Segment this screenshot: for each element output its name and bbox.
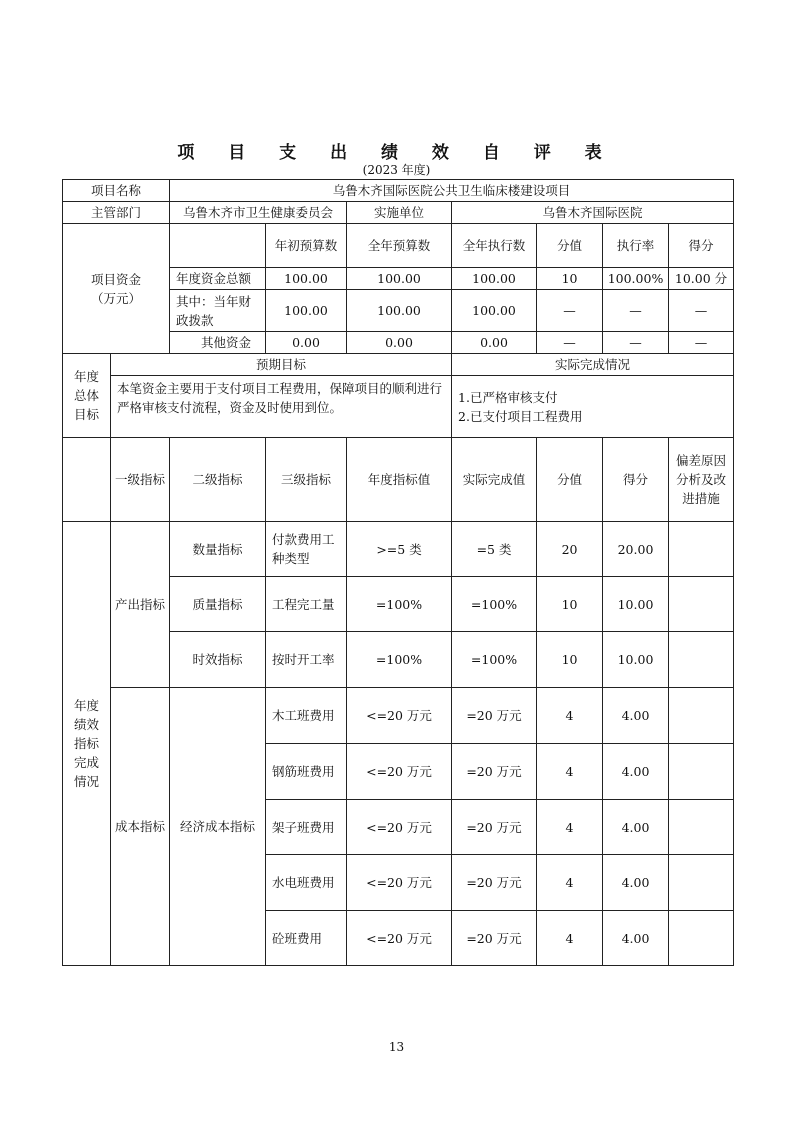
level3-cell: 钢筋班费用 <box>266 744 347 800</box>
page-title: 项 目 支 出 绩 效 自 评 表 <box>177 143 616 163</box>
target-cell: =100% <box>347 632 452 688</box>
indicator-header: 二级指标 <box>170 438 266 522</box>
actual-cell: =20 万元 <box>452 911 537 966</box>
actual-cell: =100% <box>452 577 537 632</box>
deviation-cell <box>669 855 734 911</box>
target-cell: <=20 万元 <box>347 911 452 966</box>
actual-cell: =20 万元 <box>452 688 537 744</box>
points-cell: 4 <box>537 911 603 966</box>
points-cell: 10 <box>537 577 603 632</box>
indicator-header: 分值 <box>537 438 603 522</box>
expected-goal-header: 预期目标 <box>111 354 452 376</box>
level1-output: 产出指标 <box>111 522 170 688</box>
level3-cell: 水电班费用 <box>266 855 347 911</box>
funds-cell: — <box>537 332 603 354</box>
funds-header: 分值 <box>537 224 603 268</box>
funds-cell: 10 <box>537 268 603 290</box>
funds-row-label: 其中：当年财政拨款 <box>170 290 266 332</box>
score-cell: 4.00 <box>603 744 669 800</box>
points-cell: 4 <box>537 855 603 911</box>
project-name: 乌鲁木齐国际医院公共卫生临床楼建设项目 <box>170 180 734 202</box>
funds-cell: 100.00 <box>347 290 452 332</box>
actual-cell: =100% <box>452 632 537 688</box>
funds-cell: 10.00 分 <box>669 268 734 290</box>
impl-value: 乌鲁木齐国际医院 <box>452 202 734 224</box>
funds-header-blank <box>170 224 266 268</box>
score-cell: 10.00 <box>603 577 669 632</box>
actual-goal-header: 实际完成情况 <box>452 354 734 376</box>
funds-header: 得分 <box>669 224 734 268</box>
dept-label: 主管部门 <box>63 202 170 224</box>
funds-cell: — <box>669 290 734 332</box>
funds-cell: — <box>603 290 669 332</box>
score-cell: 10.00 <box>603 632 669 688</box>
level3-cell: 付款费用工种类型 <box>266 522 347 577</box>
indicator-header: 三级指标 <box>266 438 347 522</box>
level2-cell: 数量指标 <box>170 522 266 577</box>
deviation-cell <box>669 632 734 688</box>
self-evaluation-table <box>62 179 734 966</box>
expected-goal-text: 本笔资金主要用于支付项目工程费用，保障项目的顺利进行 严格审核支付流程，资金及时使用到位。 <box>111 376 452 438</box>
points-cell: 10 <box>537 632 603 688</box>
funds-cell: 0.00 <box>347 332 452 354</box>
indicators-side-label: 年度 绩效 指标 完成 情况 <box>63 522 111 966</box>
project-name-label: 项目名称 <box>63 180 170 202</box>
funds-label: 项目资金 （万元） <box>63 224 170 354</box>
actual-cell: =20 万元 <box>452 800 537 855</box>
score-cell: 4.00 <box>603 800 669 855</box>
deviation-cell <box>669 800 734 855</box>
points-cell: 20 <box>537 522 603 577</box>
indicator-header: 偏差原因分析及改进措施 <box>669 438 734 522</box>
level1-cost: 成本指标 <box>111 688 170 966</box>
indicator-header: 实际完成值 <box>452 438 537 522</box>
score-cell: 20.00 <box>603 522 669 577</box>
funds-header: 年初预算数 <box>266 224 347 268</box>
actual-cell: =20 万元 <box>452 744 537 800</box>
target-cell: <=20 万元 <box>347 744 452 800</box>
funds-cell: 100.00 <box>347 268 452 290</box>
level3-cell: 木工班费用 <box>266 688 347 744</box>
score-cell: 4.00 <box>603 688 669 744</box>
level2-cost: 经济成本指标 <box>170 688 266 966</box>
deviation-cell <box>669 911 734 966</box>
funds-header: 全年执行数 <box>452 224 537 268</box>
funds-cell: 100.00 <box>452 290 537 332</box>
target-cell: <=20 万元 <box>347 688 452 744</box>
score-cell: 4.00 <box>603 855 669 911</box>
funds-cell: — <box>603 332 669 354</box>
funds-cell: 100.00% <box>603 268 669 290</box>
indicator-header: 年度指标值 <box>347 438 452 522</box>
level3-cell: 砼班费用 <box>266 911 347 966</box>
target-cell: =100% <box>347 577 452 632</box>
funds-cell: 100.00 <box>452 268 537 290</box>
funds-cell: 0.00 <box>266 332 347 354</box>
impl-label: 实施单位 <box>347 202 452 224</box>
level3-cell: 工程完工量 <box>266 577 347 632</box>
actual-cell: =20 万元 <box>452 855 537 911</box>
actual-goal-text: 1.已严格审核支付 2.已支付项目工程费用 <box>452 376 734 438</box>
level2-cell: 时效指标 <box>170 632 266 688</box>
points-cell: 4 <box>537 744 603 800</box>
deviation-cell <box>669 577 734 632</box>
level3-cell: 架子班费用 <box>266 800 347 855</box>
indicator-header: 得分 <box>603 438 669 522</box>
target-cell: <=20 万元 <box>347 800 452 855</box>
funds-header: 全年预算数 <box>347 224 452 268</box>
score-cell: 4.00 <box>603 911 669 966</box>
goals-label: 年度 总体 目标 <box>63 354 111 438</box>
indicator-header-blank <box>63 438 111 522</box>
deviation-cell <box>669 744 734 800</box>
deviation-cell <box>669 522 734 577</box>
funds-row-label: 其他资金 <box>170 332 266 354</box>
points-cell: 4 <box>537 688 603 744</box>
actual-cell: =5 类 <box>452 522 537 577</box>
level3-cell: 按时开工率 <box>266 632 347 688</box>
page-number: 13 <box>388 1040 405 1054</box>
funds-cell: — <box>537 290 603 332</box>
level2-cell: 质量指标 <box>170 577 266 632</box>
target-cell: <=20 万元 <box>347 855 452 911</box>
deviation-cell <box>669 688 734 744</box>
funds-cell: 0.00 <box>452 332 537 354</box>
points-cell: 4 <box>537 800 603 855</box>
funds-cell: 100.00 <box>266 290 347 332</box>
page-subtitle: (2023 年度) <box>362 163 431 177</box>
indicator-header: 一级指标 <box>111 438 170 522</box>
funds-cell: — <box>669 332 734 354</box>
funds-row-label: 年度资金总额 <box>170 268 266 290</box>
funds-header: 执行率 <box>603 224 669 268</box>
target-cell: >=5 类 <box>347 522 452 577</box>
funds-cell: 100.00 <box>266 268 347 290</box>
dept-value: 乌鲁木齐市卫生健康委员会 <box>170 202 347 224</box>
